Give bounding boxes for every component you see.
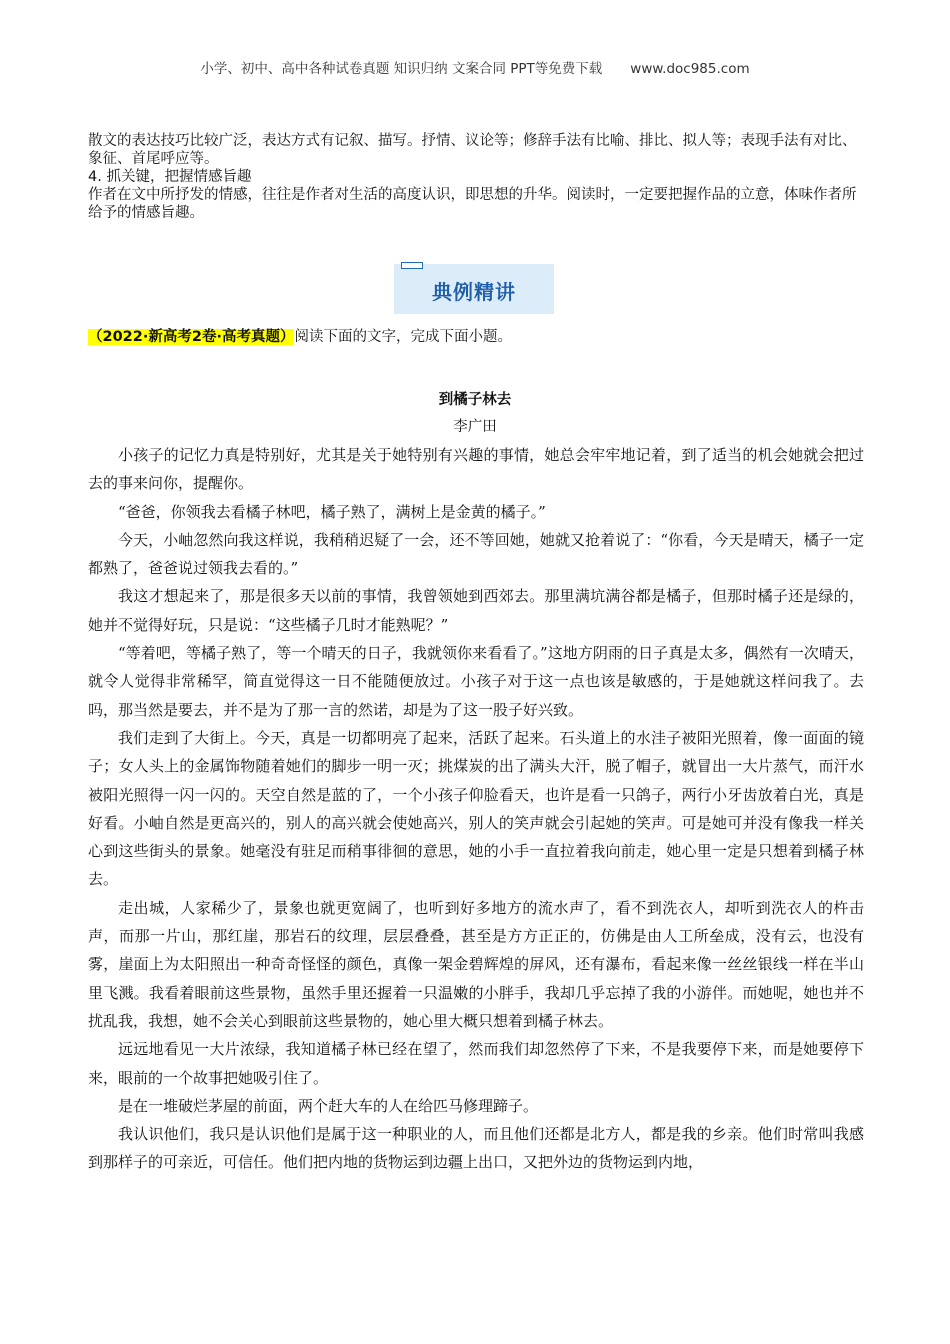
article-paragraph: 我认识他们，我只是认识他们是属于这一种职业的人，而且他们还都是北方人，都是我的乡亲。他们时常叫我感到那样子的可亲近，可信任。他们把内地的货物运到边疆上出口，又把外边的货物运到内地， bbox=[88, 1125, 864, 1172]
section-banner bbox=[394, 264, 554, 314]
article-body bbox=[88, 441, 864, 1177]
article-paragraph: 小孩子的记忆力真是特别好，尤其是关于她特别有兴趣的事情，她总会牢牢地记着，到了适当的机会她就会把过去的事来问你，提醒你。 bbox=[88, 446, 864, 493]
article-paragraph: 是在一堆破烂茅屋的前面，两个赶大车的人在给匹马修理蹄子。 bbox=[118, 1096, 539, 1115]
exercise-source-line bbox=[88, 327, 512, 347]
page-header bbox=[0, 57, 950, 77]
intro-heading-4: 4. 抓关键，把握情感旨趣 bbox=[88, 169, 252, 185]
header-text: 小学、初中、高中各种试卷真题 知识归纳 文案合同 PPT等免费下载 bbox=[200, 61, 603, 77]
exercise-instruction: 阅读下面的文字，完成下面小题。 bbox=[294, 329, 512, 345]
banner-title: 典例精讲 bbox=[432, 280, 516, 304]
article-author: 李广田 bbox=[453, 419, 497, 435]
article-paragraph: “等着吧，等橘子熟了，等一个晴天的日子，我就领你来看看了。”这地方阴雨的日子真是太多，偶然有一次晴天，就令人觉得非常稀罕，简直觉得这一日不能随便放过。小孩子对于这一点也该是敏感的，于是她就这样问我了。去吗，那当然是要去，并不是为了那一言的然诺，却是为了这一股子好兴致。 bbox=[88, 644, 864, 719]
article-paragraph: “爸爸，你领我去看橘子林吧，橘子熟了，满树上是金黄的橘子。” bbox=[118, 502, 546, 521]
intro-paragraph-expression-techniques: 散文的表达技巧比较广泛，表达方式有记叙、描写。抒情、议论等；修辞手法有比喻、排比、拟人等；表现手法有对比、象征、首尾呼应等。 bbox=[88, 133, 857, 167]
article-paragraph: 今天，小岫忽然向我这样说，我稍稍迟疑了一会，还不等回她，她就又抢着说了：“你看，今天是晴天，橘子一定都熟了，爸爸说过领我去看的。” bbox=[88, 530, 864, 578]
header-site-url: www.doc985.com bbox=[630, 61, 750, 77]
article-paragraph: 走出城，人家稀少了，景象也就更宽阔了，也听到好多地方的流水声了，看不到洗衣人，却听到洗衣人的杵击声，而那一片山，那红崖，那岩石的纹理，层层叠叠，甚至是方方正正的，仿佛是由人工所垒成，没有云，也没有雾，崖面上为太阳照出一种奇奇怪怪的颜色，真像一架金碧辉煌的屏风，还有瀑布，看起来像一丝丝银线一样在半山里飞溅。我看着眼前这些景物，虽然手里还握着一只温嫩的小胖手，我却几乎忘掉了我的小游伴。而她呢，她也并不扰乱我，我想，她不会关心到眼前这些景物的，她心里大概只想着到橘子林去。 bbox=[88, 898, 864, 1030]
intro-section bbox=[88, 132, 864, 222]
article-paragraph: 我这才想起来了，那是很多天以前的事情，我曾领她到西郊去。那里满坑满谷都是橘子，但那时橘子还是绿的，她并不觉得好玩，只是说：“这些橘子几时才能熟呢？” bbox=[88, 587, 864, 634]
article-title: 到橘子林去 bbox=[438, 391, 512, 408]
article-paragraph: 远远地看见一大片浓绿，我知道橘子林已经在望了，然而我们却忽然停了下来，不是我要停下来，而是她要停下来，眼前的一个故事把她吸引住了。 bbox=[88, 1040, 864, 1087]
article-paragraph: 我们走到了大街上。今天，真是一切都明亮了起来，活跃了起来。石头道上的水洼子被阳光照着，像一面面的镜子；女人头上的金属饰物随着她们的脚步一明一灭；挑煤炭的出了满头大汗，脱了帽子，就冒出一大片蒸气，而汗水被阳光照得一闪一闪的。天空自然是蓝的了，一个小孩子仰脸看天，也许是看一只鸽子，两行小牙齿放着白光，真是好看。小岫自然是更高兴的，别人的高兴就会使她高兴，别人的笑声就会引起她的笑声。可是她可并没有像我一样关心到这些街头的景象。她毫没有驻足而稍事徘徊的意思，她的小手一直拉着我向前走，她心里一定是只想着到橘子林去。 bbox=[88, 728, 864, 889]
exam-source-tag: （2022·新高考2卷·高考真题） bbox=[88, 329, 295, 345]
banner-tab-decoration bbox=[401, 262, 423, 269]
intro-paragraph-emotion: 作者在文中所抒发的情感，往往是作者对生活的高度认识，即思想的升华。阅读时，一定要把握作品的立意，体味作者所给予的情感旨趣。 bbox=[88, 187, 857, 221]
